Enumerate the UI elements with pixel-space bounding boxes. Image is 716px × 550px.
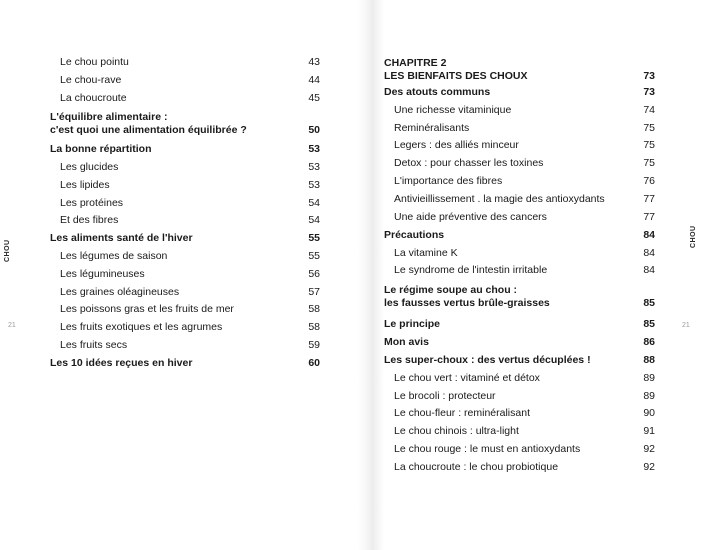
toc-entry-title: La vitamine K [394, 247, 458, 259]
toc-entry-page: 90 [643, 407, 655, 419]
toc-entry-page: 44 [308, 74, 320, 86]
toc-entry-page: 76 [643, 175, 655, 187]
toc-entry [394, 423, 655, 438]
toc-entry-title: Le chou rouge : le must en antioxydants [394, 443, 581, 455]
toc-entry [60, 319, 320, 334]
toc-entry [60, 72, 320, 87]
toc-entry-page: 53 [308, 179, 320, 191]
toc-entry [394, 370, 655, 385]
toc-entry-page: 57 [308, 286, 320, 298]
toc-section-page: 55 [308, 232, 320, 244]
toc-entry [60, 195, 320, 210]
toc-entry-title: Une richesse vitaminique [394, 104, 512, 116]
toc-section-title: Les 10 idées reçues en hiver [50, 357, 193, 369]
toc-entry-title: Antivieillissement . la magie des antioxydants [394, 193, 605, 205]
toc-entry [60, 284, 320, 299]
toc-section [50, 109, 320, 137]
toc-entry-page: 54 [308, 197, 320, 209]
toc-entry-title: Le syndrome de l'intestin irritable [394, 264, 548, 276]
toc-entry-title: Une aide préventive des cancers [394, 211, 547, 223]
toc-entry-title: Les fruits secs [60, 339, 128, 351]
toc-entry-title: Les légumineuses [60, 268, 145, 280]
toc-section [384, 316, 655, 331]
toc-entry-page: 58 [308, 321, 320, 333]
left-side-number: 21 [8, 322, 16, 329]
toc-section-page: 85 [643, 297, 655, 309]
toc-entry-page: 53 [308, 161, 320, 173]
toc-entry-title: Reminéralisants [394, 122, 470, 134]
toc-entry-page: 55 [308, 250, 320, 262]
toc-entry [60, 337, 320, 352]
toc-section-title: Mon avis [384, 336, 429, 348]
right-side-number: 21 [682, 322, 690, 329]
toc-entry-title: La choucroute : le chou probiotique [394, 461, 559, 473]
toc-entry [394, 191, 655, 206]
toc-entry-page: 75 [643, 139, 655, 151]
toc-entry-page: 91 [643, 425, 655, 437]
toc-section [384, 352, 655, 367]
toc-entry-title: Les protéines [60, 197, 124, 209]
toc-entry-page: 56 [308, 268, 320, 280]
toc-entry [394, 102, 655, 117]
book-gutter [358, 0, 384, 550]
toc-entry [394, 155, 655, 170]
toc-section [50, 141, 320, 156]
toc-section-title: Le principe [384, 318, 441, 330]
toc-entry-title: Le chou-fleur : reminéralisant [394, 407, 530, 419]
toc-entry-title: Les poissons gras et les fruits de mer [60, 303, 234, 315]
toc-entry [394, 120, 655, 135]
toc-section [50, 230, 320, 245]
toc-section-title: Les super-choux : des vertus décuplées ! [384, 354, 591, 366]
toc-entry-page: 75 [643, 157, 655, 169]
toc-section-page: 86 [643, 336, 655, 348]
toc-entry-page: 75 [643, 122, 655, 134]
toc-entry-page: 54 [308, 214, 320, 226]
toc-entry-page: 84 [643, 264, 655, 276]
chapter-heading [384, 55, 655, 83]
toc-section-title: La bonne répartition [50, 143, 152, 155]
toc-entry-title: Les lipides [60, 179, 110, 191]
toc-entry [60, 177, 320, 192]
toc-entry [60, 90, 320, 105]
toc-entry [60, 301, 320, 316]
toc-entry-page: 92 [643, 443, 655, 455]
toc-entry-title: Et des fibres [60, 214, 119, 226]
toc-entry [394, 441, 655, 456]
toc-entry-page: 45 [308, 92, 320, 104]
toc-section-page: 88 [643, 354, 655, 366]
toc-section-page: 53 [308, 143, 320, 155]
right-side-tab: CHOU [690, 225, 697, 248]
toc-entry-page: 77 [643, 211, 655, 223]
toc-entry-title: Les légumes de saison [60, 250, 168, 262]
toc-entry-page: 77 [643, 193, 655, 205]
toc-section-page: 60 [308, 357, 320, 369]
toc-section-title: L'équilibre alimentaire : c'est quoi une alimentation équilibrée ? [50, 111, 247, 136]
toc-section [384, 227, 655, 242]
toc-entry-title: Le chou vert : vitaminé et détox [394, 372, 540, 384]
toc-entry-title: Le chou chinois : ultra-light [394, 425, 519, 437]
toc-section-page: 85 [643, 318, 655, 330]
toc-section-page: 84 [643, 229, 655, 241]
toc-entry [394, 173, 655, 188]
toc-entry-page: 89 [643, 372, 655, 384]
toc-entry [394, 262, 655, 277]
toc-entry-title: Les glucides [60, 161, 119, 173]
toc-entry-page: 59 [308, 339, 320, 351]
toc-entry-title: Le brocoli : protecteur [394, 390, 496, 402]
toc-entry [394, 245, 655, 260]
toc-entry-page: 74 [643, 104, 655, 116]
toc-entry-title: Les graines oléagineuses [60, 286, 180, 298]
toc-entry [60, 159, 320, 174]
chapter-page: 73 [643, 70, 655, 82]
toc-entry-title: Le chou pointu [60, 56, 129, 68]
toc-entry [60, 248, 320, 263]
toc-section-page: 50 [308, 124, 320, 136]
toc-entry-title: Detox : pour chasser les toxines [394, 157, 544, 169]
toc-entry [394, 459, 655, 474]
toc-entry-page: 58 [308, 303, 320, 315]
toc-entry [394, 405, 655, 420]
left-side-tab: CHOU [4, 239, 11, 262]
toc-section [384, 84, 655, 99]
toc-section [384, 334, 655, 349]
toc-section-title: Précautions [384, 229, 445, 241]
toc-section [384, 282, 655, 310]
toc-entry-title: L'importance des fibres [394, 175, 503, 187]
toc-entry [394, 137, 655, 152]
toc-section-title: Les aliments santé de l'hiver [50, 232, 193, 244]
toc-section-page: 73 [643, 86, 655, 98]
toc-entry-page: 43 [308, 56, 320, 68]
toc-entry-title: La choucroute [60, 92, 127, 104]
toc-entry [60, 212, 320, 227]
toc-entry-title: Le chou-rave [60, 74, 122, 86]
toc-section-title: Des atouts communs [384, 86, 491, 98]
toc-entry-page: 84 [643, 247, 655, 259]
toc-entry [394, 209, 655, 224]
toc-entry [60, 54, 320, 69]
toc-section-title: Le régime soupe au chou : les fausses vertus brûle-graisses [384, 284, 550, 309]
toc-entry-page: 92 [643, 461, 655, 473]
chapter-title: CHAPITRE 2 LES BIENFAITS DES CHOUX [384, 57, 528, 82]
toc-section [50, 355, 320, 370]
toc-entry-title: Legers : des alliés minceur [394, 139, 519, 151]
toc-entry [394, 388, 655, 403]
toc-entry [60, 266, 320, 281]
toc-entry-page: 89 [643, 390, 655, 402]
toc-entry-title: Les fruits exotiques et les agrumes [60, 321, 223, 333]
